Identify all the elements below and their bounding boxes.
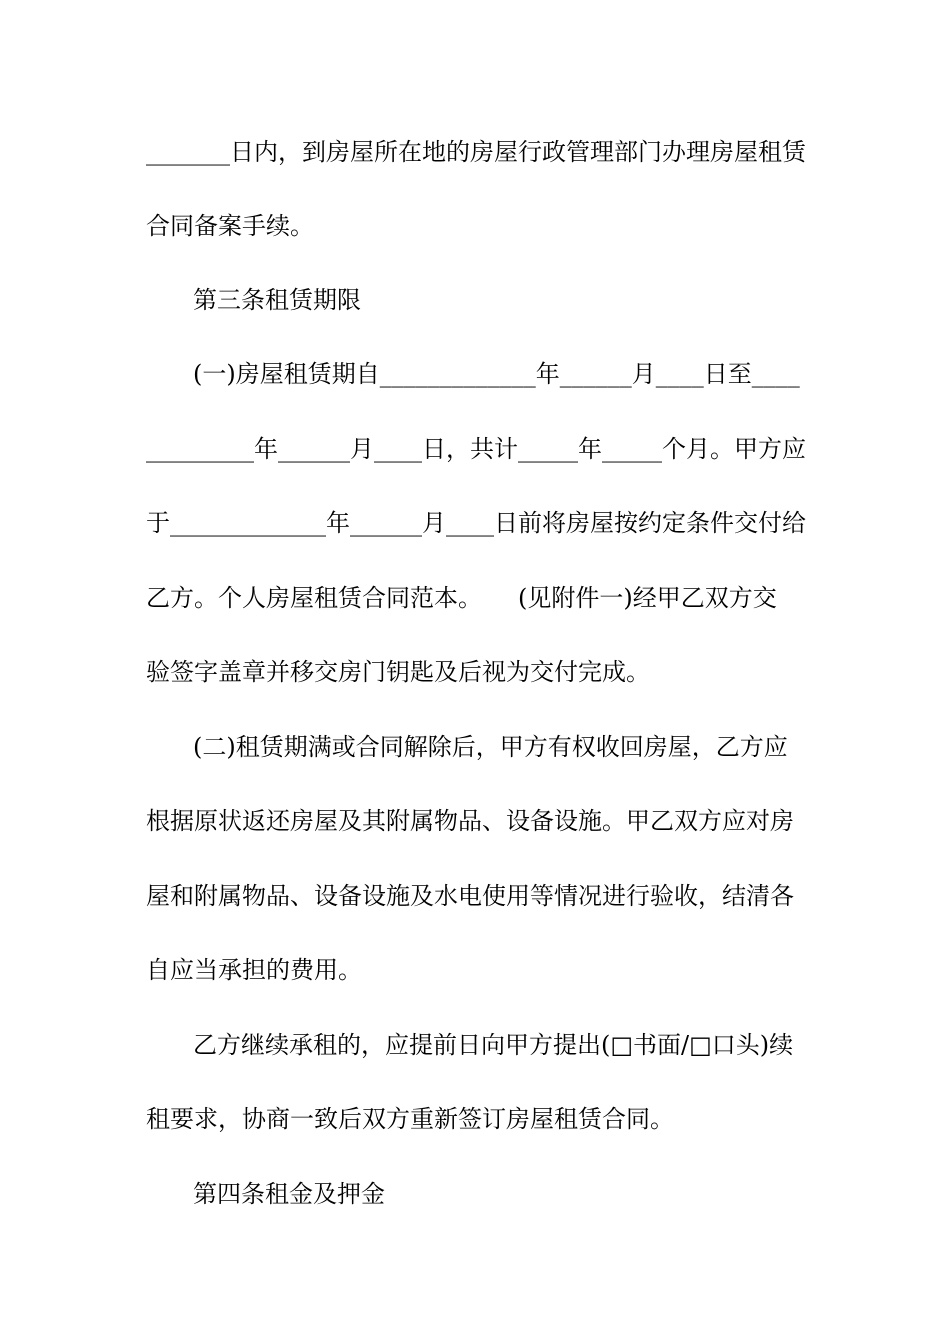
paragraph-line: 乙方。个人房屋租赁合同范本。 (见附件一)经甲乙双方交: [146, 584, 777, 612]
paragraph-line: 于_____________年______月____日前将房屋按约定条件交付给: [146, 509, 806, 537]
paragraph-line: 屋和附属物品、设备设施及水电使用等情况进行验收，结清各: [146, 882, 794, 910]
paragraph-line: _______日内，到房屋所在地的房屋行政管理部门办理房屋租赁: [146, 138, 806, 166]
paragraph-line: 验签字盖章并移交房门钥匙及后视为交付完成。: [146, 658, 650, 686]
section-heading: 第四条租金及押金: [193, 1180, 385, 1208]
section-heading: 第三条租赁期限: [193, 286, 361, 314]
paragraph-line: (二)租赁期满或合同解除后，甲方有权收回房屋，乙方应: [193, 733, 788, 761]
paragraph-line: 租要求，协商一致后双方重新签订房屋租赁合同。: [146, 1105, 674, 1133]
paragraph-line: _________年______月____日，共计_____年_____个月。甲方应: [146, 435, 806, 463]
paragraph-line: 合同备案手续。: [146, 212, 314, 240]
paragraph-line: (一)房屋租赁期自_____________年______月____日至____: [193, 360, 800, 388]
paragraph-line: 根据原状返还房屋及其附属物品、设备设施。甲乙双方应对房: [146, 807, 794, 835]
paragraph-line: 乙方继续承租的，应提前日向甲方提出(□书面/□口头)续: [193, 1031, 794, 1059]
paragraph-line: 自应当承担的费用。: [146, 956, 362, 984]
